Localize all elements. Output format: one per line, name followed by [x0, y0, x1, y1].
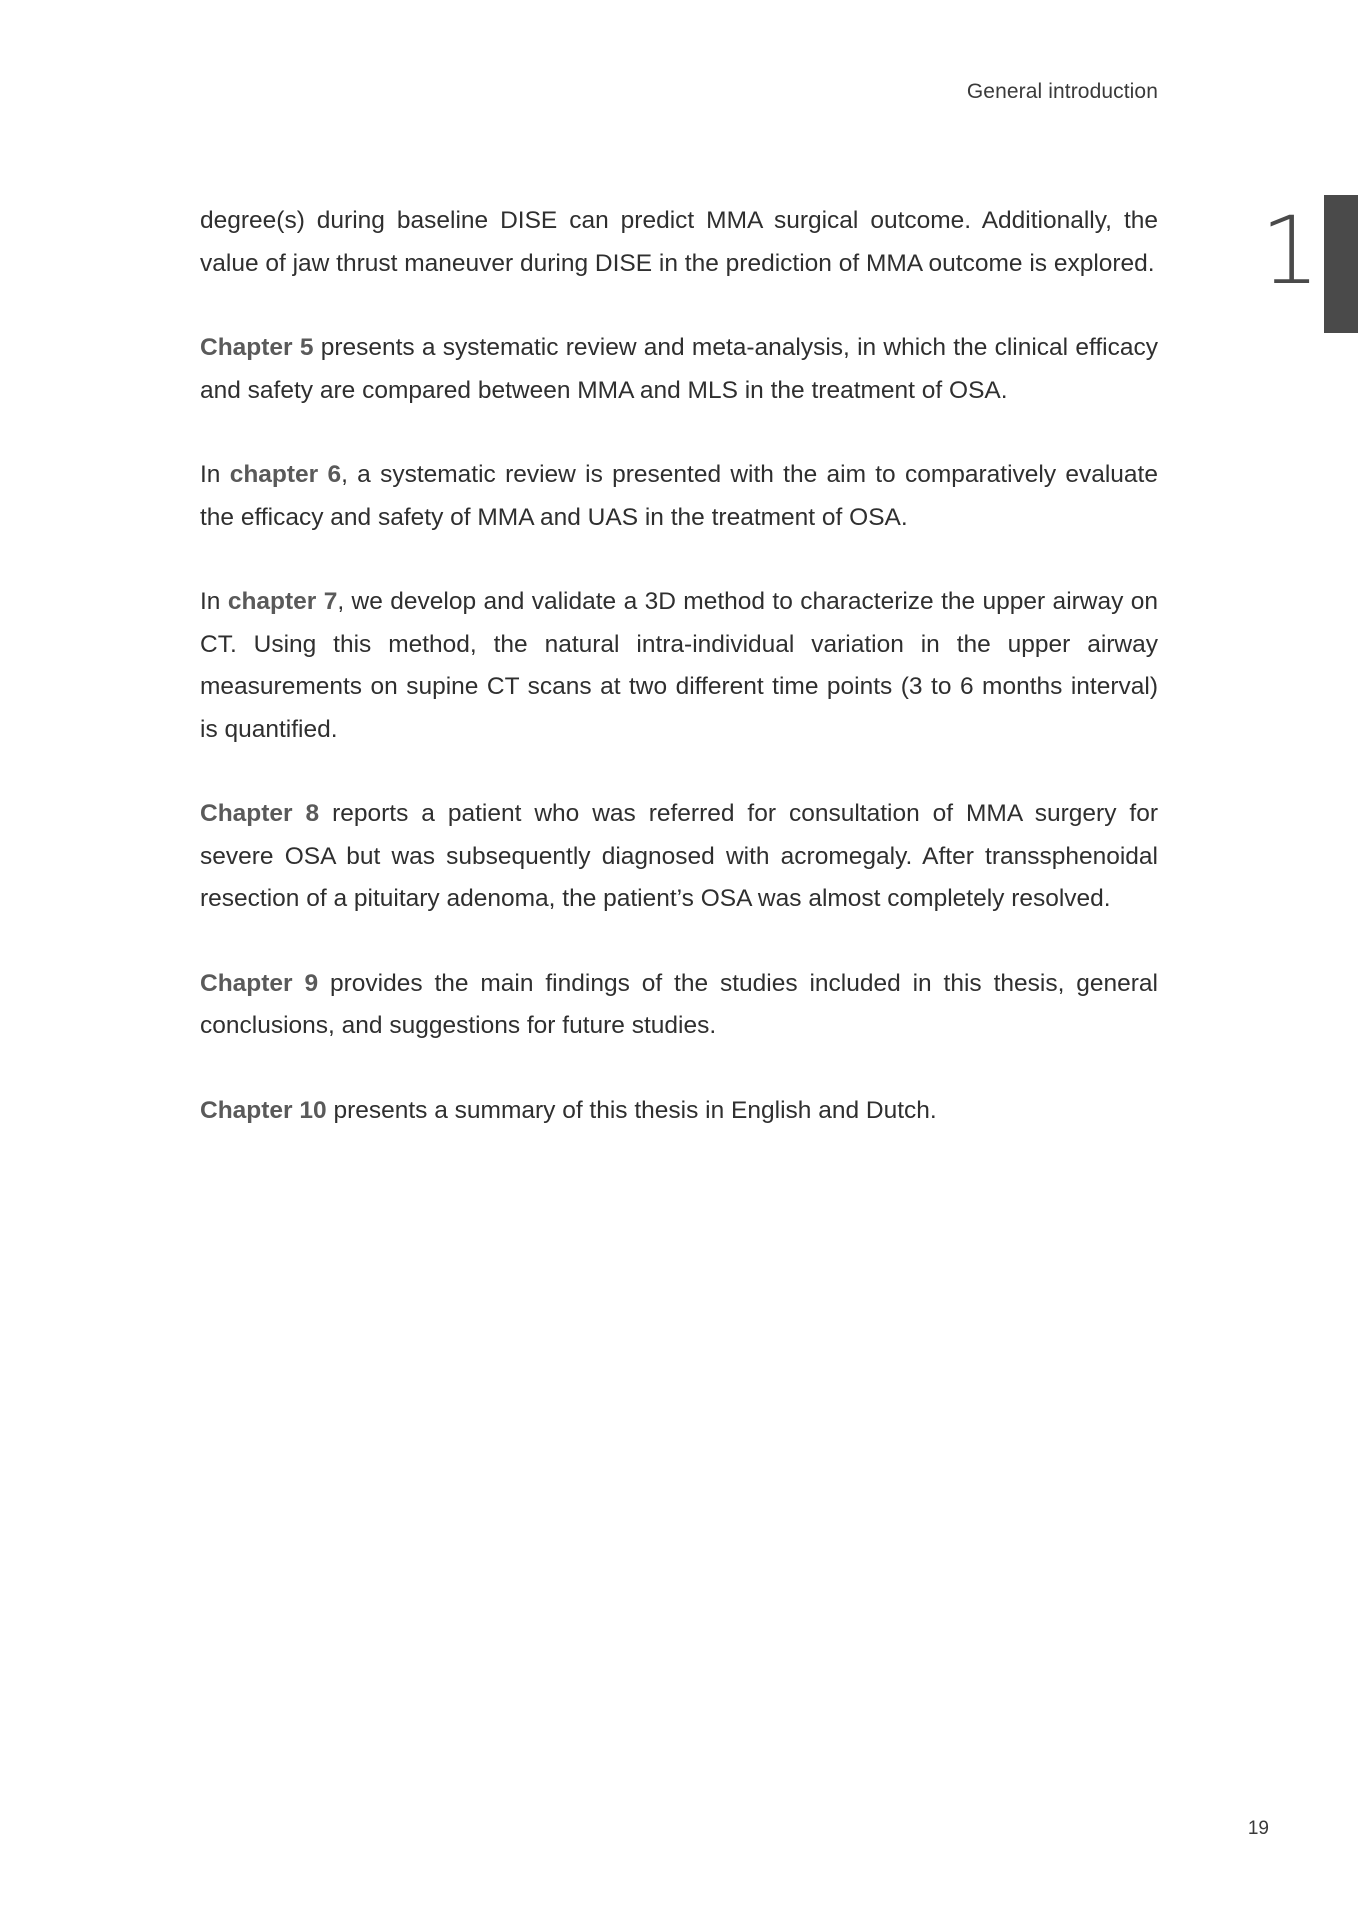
paragraph: Chapter 10 presents a summary of this thesis in English and Dutch. — [200, 1096, 937, 1124]
chapter-tab — [1324, 195, 1358, 333]
paragraph: Chapter 8 reports a patient who was referred for consultation of MMA surgery for severe OSA but was subsequently diagnosed with acromegaly. After transsphenoidal resection of a pituitary adenoma, the patient’s OSA was almost completely resolved. — [200, 800, 1158, 912]
body-text — [200, 200, 1158, 1174]
paragraph: Chapter 9 provides the main findings of the studies included in this thesis, general conclusions, and suggestions for future studies. — [200, 969, 1158, 1039]
chapter-reference: Chapter 8 — [200, 800, 320, 827]
chapter-reference: Chapter 9 — [200, 969, 319, 997]
page-number: 19 — [1247, 1818, 1269, 1839]
chapter-reference: Chapter 5 — [200, 334, 314, 361]
paragraph: degree(s) during baseline DISE can predict MMA surgical outcome. Additionally, the value of jaw thrust maneuver during DISE in the prediction of MMA outcome is explored. — [200, 207, 1158, 277]
chapter-reference: chapter 7 — [227, 588, 338, 615]
paragraph: Chapter 5 presents a systematic review and meta-analysis, in which the clinical efficacy and safety are compared between MMA and MLS in the treatment of OSA. — [200, 334, 1158, 404]
running-header: General introduction — [966, 80, 1158, 103]
chapter-reference: chapter 6 — [229, 461, 342, 488]
paragraph: In chapter 6, a systematic review is presented with the aim to comparatively evaluate the efficacy and safety of MMA and UAS in the treatment of OSA. — [200, 461, 1158, 531]
paragraph: In chapter 7, we develop and validate a 3D method to characterize the upper airway on CT. Using this method, the natural intra-individual variation in the upper airway measurements on supine CT scans at two different time points (3 to 6 months interval) is quantified. — [200, 588, 1158, 743]
chapter-reference: Chapter 10 — [200, 1096, 327, 1124]
chapter-number: 1 — [1260, 197, 1320, 306]
